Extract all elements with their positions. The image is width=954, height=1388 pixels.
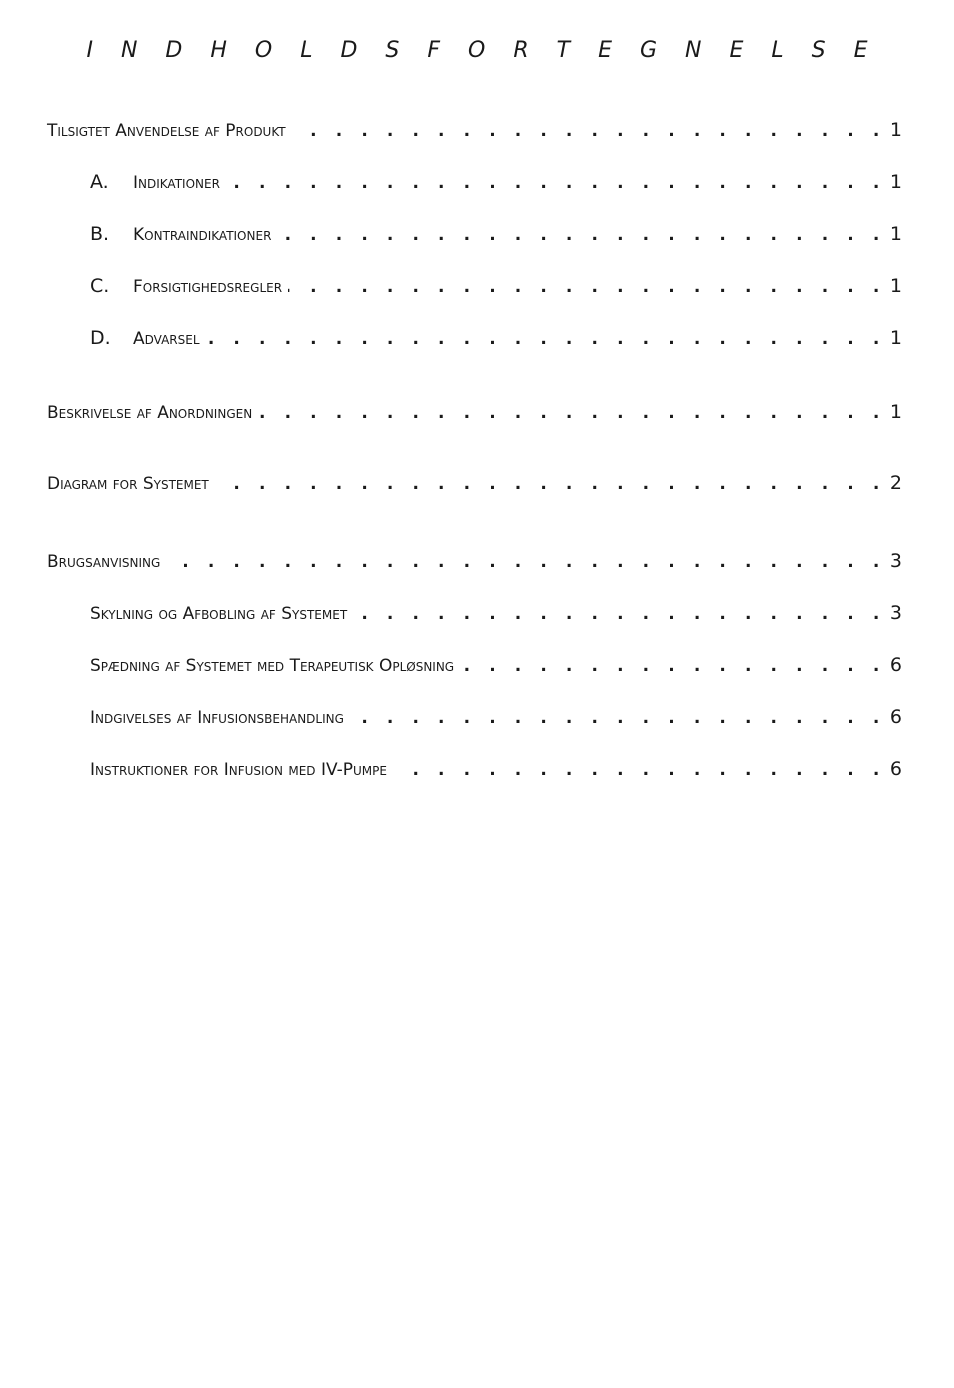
toc-entry-page-number: 3: [889, 550, 902, 572]
toc-entry-label: Forsigtighedsregler: [133, 277, 283, 297]
toc-entry-tilsigtet-anvendelse[interactable]: [47, 118, 902, 142]
toc-entry-page-number: 1: [889, 119, 902, 141]
toc-entry-label: Spædning af Systemet med Terapeutisk Opløsning: [90, 656, 455, 676]
toc-entry-indikationer[interactable]: [90, 170, 902, 194]
toc-entry-label: Beskrivelse af Anordningen: [47, 403, 253, 423]
dot-leader: [393, 758, 886, 782]
toc-entry-instruktioner[interactable]: [90, 757, 902, 781]
toc-entry-label: Tilsigtet Anvendelse af Produkt: [47, 121, 286, 141]
dot-leader: [226, 171, 886, 195]
toc-entry-label: Brugsanvisning: [47, 552, 161, 572]
toc-entry-page-number: 6: [889, 654, 902, 676]
toc-entry-indgivelses[interactable]: [90, 705, 902, 729]
dot-leader: [292, 119, 886, 143]
page-title: INDHOLDSFORTEGNELSE: [86, 38, 896, 63]
toc-entry-label: Advarsel: [133, 329, 200, 349]
toc-entry-page-number: 1: [889, 401, 902, 423]
toc-entry-page-number: 1: [889, 327, 902, 349]
toc-entry-label: Diagram for Systemet: [47, 474, 209, 494]
dot-leader: [353, 602, 886, 626]
toc-entry-diagram[interactable]: [47, 471, 902, 495]
toc-entry-label: Instruktioner for Infusion med IV-Pumpe: [90, 760, 387, 780]
dot-leader: [258, 401, 886, 425]
toc-entry-letter: D.: [90, 327, 111, 349]
toc-entry-label: Indgivelses af Infusionsbehandling: [90, 708, 344, 728]
toc-entry-beskrivelse[interactable]: [47, 400, 902, 424]
dot-leader: [215, 472, 886, 496]
toc-entry-page-number: 6: [889, 758, 902, 780]
dot-leader: [277, 223, 886, 247]
toc-entry-page-number: 3: [889, 602, 902, 624]
toc-entry-label: Kontraindikationer: [133, 225, 272, 245]
toc-entry-letter: B.: [90, 223, 110, 245]
toc-entry-spaedning[interactable]: [90, 653, 902, 677]
toc-entry-page-number: 1: [889, 171, 902, 193]
dot-leader: [460, 654, 886, 678]
toc-entry-letter: A.: [90, 171, 109, 193]
toc-entry-skylning[interactable]: [90, 601, 902, 625]
toc-entry-forsigtighedsregler[interactable]: [90, 274, 902, 298]
dot-leader: [166, 550, 886, 574]
toc-entry-letter: C.: [90, 275, 110, 297]
toc-entry-brugsanvisning[interactable]: [47, 549, 902, 573]
toc-entry-page-number: 1: [889, 223, 902, 245]
toc-entry-page-number: 1: [889, 275, 902, 297]
toc-entry-kontraindikationer[interactable]: [90, 222, 902, 246]
toc-entry-page-number: 2: [889, 472, 902, 494]
dot-leader: [350, 706, 886, 730]
dot-leader: [288, 275, 886, 299]
toc-entry-label: Indikationer: [133, 173, 220, 193]
toc-entry-page-number: 6: [889, 706, 902, 728]
toc-entry-label: Skylning og Afbobling af Systemet: [90, 604, 348, 624]
dot-leader: [206, 327, 886, 351]
toc-entry-advarsel[interactable]: [90, 326, 902, 350]
